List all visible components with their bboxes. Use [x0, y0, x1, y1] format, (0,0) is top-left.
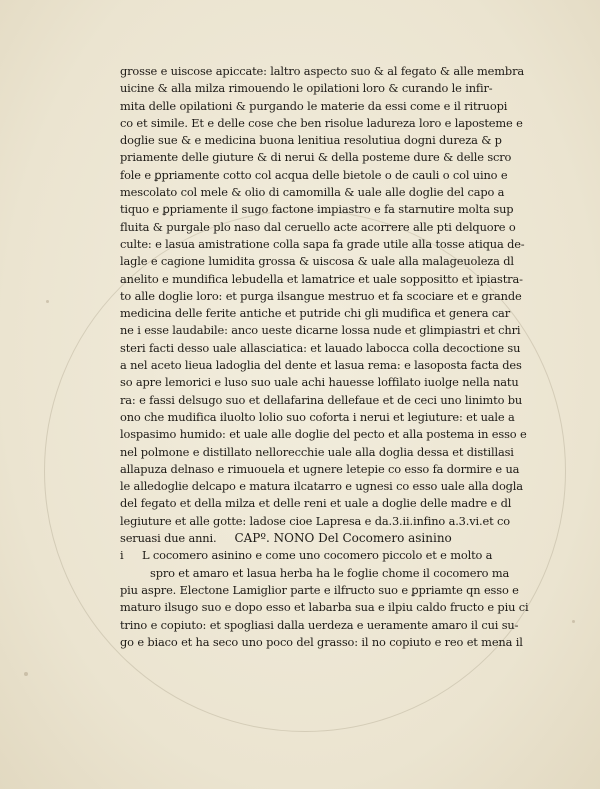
main-text-block	[120, 63, 550, 651]
text-line: uicine & alla milza rimouendo le opilationi loro & curando le infir-	[120, 81, 493, 96]
text-line: lagle e cagione lumidita grossa & uiscosa & uale alla malageuoleza dl	[120, 254, 514, 269]
text-line: medicina delle ferite antiche et putride chi gli mudifica et genera car	[120, 306, 510, 321]
chapter-heading: CAPº. NONO Del Cocomero asinino	[234, 531, 452, 546]
text-line: legiuture et alle gotte: ladose cioe Lapresa e da.3.ii.infino a.3.vi.et co	[120, 513, 510, 528]
text-line: grosse e uiscose apiccate: laltro aspecto suo & al fegato & alle membra	[120, 64, 525, 78]
text-line: ra: e fassi delsugo suo et dellafarina dellefaue et de ceci uno linimto bu	[120, 392, 523, 407]
closing-text: seruasi due anni.	[120, 531, 217, 546]
text-line: go e biaco et ha seco uno poco del grasso: il no copiuto e reo et mena il	[120, 634, 523, 649]
text-line: anelito e mundifica lebudella et lamatrice et uale soppositto et ipiastra-	[120, 271, 523, 286]
text-line: co et simile. Et e delle cose che ben risolue ladureza loro e laposteme e	[120, 115, 523, 130]
text-line: a nel aceto lieua ladoglia del dente et lasua rema: e lasoposta facta des	[120, 358, 522, 373]
paragraph-number: i	[120, 548, 124, 563]
text-line: tiquo e ꝑpriamente il sugo factone impiastro e fa starnutire molta sup	[120, 202, 514, 217]
text-line: to alle doglie loro: et purga ilsangue mestruo et fa scociare et e grande	[120, 288, 522, 303]
text-line: ono che mudifica iluolto lolio suo coforta i nerui et legiuture: et uale a	[120, 409, 515, 424]
text-line: spro et amaro et lasua herba ha le foglie chome il cocomero ma	[150, 565, 510, 580]
text-line: maturo ilsugo suo e dopo esso et labarba sua e ilpiu caldo fructo e piu ci	[120, 600, 529, 615]
text-line: culte: e lasua amistratione colla sapa fa grade utile alla tosse atiqua de-	[120, 236, 525, 251]
text-line: fluita & purgale plo naso dal ceruello acte acorrere alle pti delquore o	[120, 219, 516, 234]
text-line: fole e ꝑpriamente cotto col acqua delle bietole o de cauli o col uino e	[120, 167, 508, 182]
text-line: nel polmone e distillato nellorecchie uale alla doglia dessa et distillasi	[120, 444, 514, 459]
text-line: ne i esse laudabile: anco ueste dicarne lossa nude et glimpiastri et chri	[120, 323, 521, 338]
foxing-spot	[46, 300, 49, 303]
text-line: so apre lemorici e luso suo uale achi hauesse loffilato iuolge nella natu	[120, 375, 519, 390]
text-line: allapuza delnaso e rimuouela et ugnere letepie co esso fa dormire e ua	[120, 461, 520, 476]
text-line: lospasimo humido: et uale alle doglie del pecto et alla postema in esso e	[120, 427, 527, 442]
text-line: steri facti desso uale allasciatica: et lauado labocca colla decoctione su	[120, 340, 521, 355]
text-line: doglie sue & e medicina buona lenitiua resolutiua dogni dureza & p	[120, 133, 502, 148]
foxing-spot	[24, 672, 28, 676]
text-line: piu aspre. Electone Lamiglior parte e ilfructo suo e ꝑpriamte qn esso e	[120, 582, 519, 597]
foxing-spot	[572, 620, 575, 623]
text-line: trino e copiuto: et spogliasi dalla uerdeza e ueramente amaro il cui su-	[120, 617, 519, 632]
text-line: mescolato col mele & olio di camomilla & uale alle doglie del capo a	[120, 185, 505, 200]
text-line: L cocomero asinino e come uno cocomero piccolo et e molto a	[142, 548, 493, 563]
paragraph-first-line	[120, 547, 550, 564]
text-line: mita delle opilationi & purgando le materie da essi come e il ritruopi	[120, 98, 508, 113]
text-line: le alledoglie delcapo e matura ilcatarro e ugnesi co esso uale alla dogla	[120, 479, 523, 494]
text-line: del fegato et della milza et delle reni et uale a doglie delle madre e dl	[120, 496, 512, 511]
text-line: priamente delle giuture & di nerui & della posteme dure & delle scro	[120, 150, 512, 165]
chapter-heading-line	[120, 530, 550, 547]
